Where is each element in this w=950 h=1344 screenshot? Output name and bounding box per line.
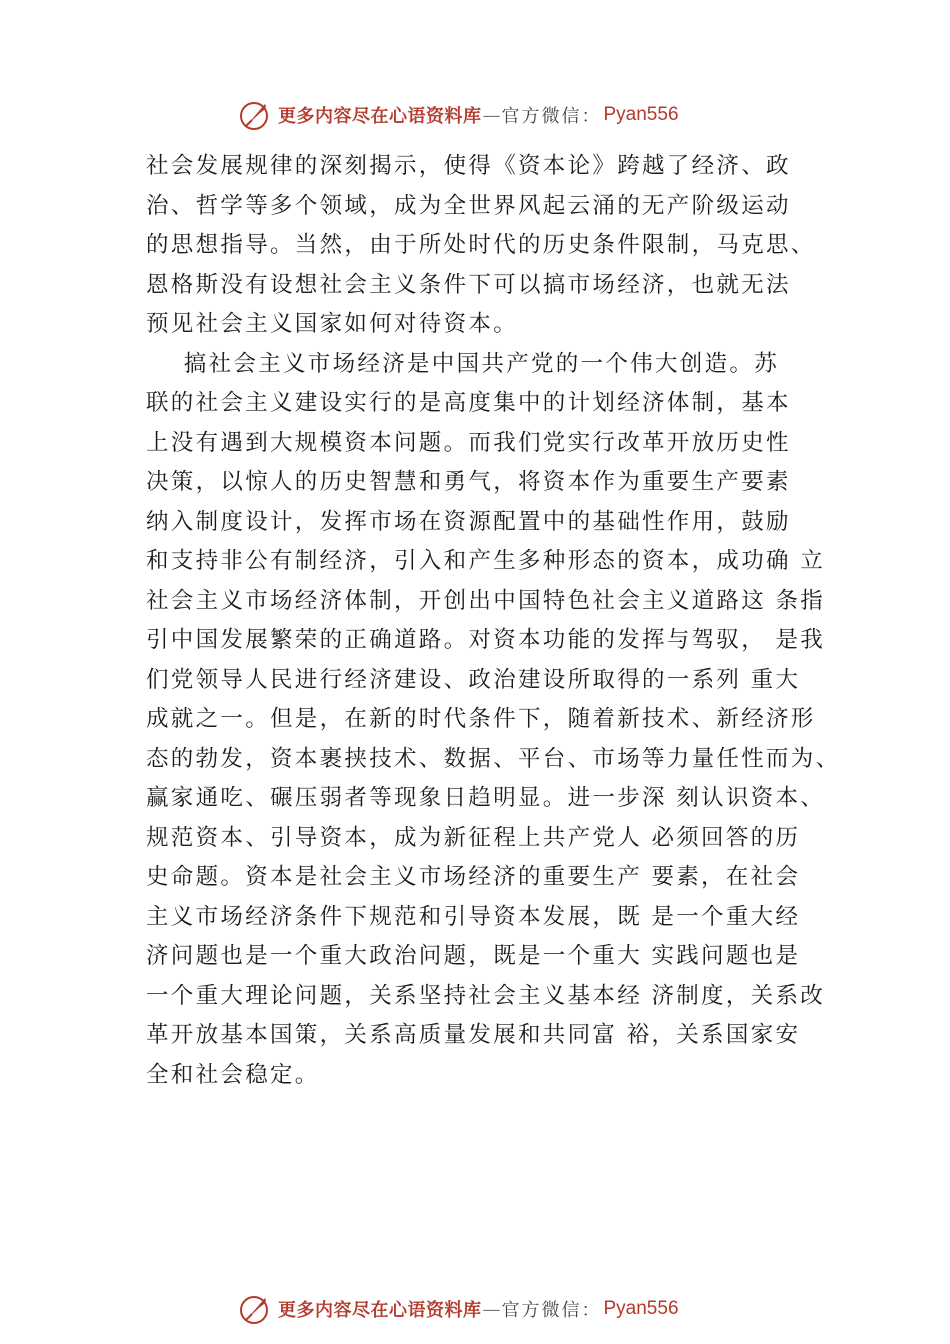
banner-label: 官方微信： bbox=[501, 1300, 602, 1321]
text-line: 济问题也是一个重大政治问题，既是一个重大 实践问题也是 bbox=[146, 943, 801, 969]
banner-wechat-id: Pyan556 bbox=[603, 104, 679, 125]
text-line: 史命题。资本是社会主义市场经济的重要生产 要素，在社会 bbox=[146, 864, 801, 890]
banner-wechat-id: Pyan556 bbox=[603, 1298, 679, 1319]
text-line: 成就之一。但是，在新的时代条件下，随着新技术、新经济形 bbox=[146, 706, 816, 732]
text-line: 社会发展规律的深刻揭示，使得《资本论》跨越了经济、政 bbox=[146, 153, 791, 179]
text-line: 恩格斯没有设想社会主义条件下可以搞市场经济，也就无法 bbox=[146, 271, 791, 298]
quill-circle-icon bbox=[238, 98, 272, 132]
banner-label: 官方微信： bbox=[501, 106, 602, 127]
text-line: 决策，以惊人的历史智慧和勇气，将资本作为重要生产要素 bbox=[146, 469, 791, 495]
text-line: 社会主义市场经济体制，开创出中国特色社会主义道路这 条指 bbox=[146, 587, 826, 614]
text-line: 和支持非公有制经济，引入和产生多种形态的资本，成功确 立 bbox=[146, 548, 826, 574]
text-line: 态的勃发，资本裹挟技术、数据、平台、市场等力量任性而为、 bbox=[146, 745, 841, 772]
banner-title: 更多内容尽在心语资料库 bbox=[278, 1300, 482, 1321]
text-line: 革开放基本国策，关系高质量发展和共同富 裕，关系国家安 bbox=[146, 1022, 801, 1048]
text-line: 纳入制度设计，发挥市场在资源配置中的基础性作用，鼓励 bbox=[146, 508, 791, 535]
text-line: 的思想指导。当然，由于所处时代的历史条件限制，马克思、 bbox=[146, 232, 816, 258]
footer-banner bbox=[238, 1292, 738, 1326]
text-line: 全和社会稳定。 bbox=[146, 1061, 320, 1088]
text-line: 一个重大理论问题，关系坚持社会主义基本经 济制度，关系改 bbox=[146, 982, 826, 1009]
text-line: 主义市场经济条件下规范和引导资本发展，既 是一个重大经 bbox=[146, 903, 801, 930]
banner-separator: — bbox=[482, 1298, 501, 1320]
text-line: 联的社会主义建设实行的是高度集中的计划经济体制，基本 bbox=[146, 390, 791, 416]
text-line: 引中国发展繁荣的正确道路。对资本功能的发挥与驾驭， 是我 bbox=[146, 627, 826, 653]
text-line: 们党领导人民进行经济建设、政治建设所取得的一系列 重大 bbox=[146, 666, 801, 693]
document-body bbox=[146, 147, 846, 1095]
text-line: 规范资本、引导资本，成为新征程上共产党人 必须回答的历 bbox=[146, 824, 801, 851]
text-line: 预见社会主义国家如何对待资本。 bbox=[146, 311, 519, 337]
text-line: 治、哲学等多个领域，成为全世界风起云涌的无产阶级运动 bbox=[146, 192, 791, 219]
quill-circle-icon bbox=[238, 1292, 272, 1326]
banner-separator: — bbox=[482, 104, 501, 126]
text-line: 上没有遇到大规模资本问题。而我们党实行改革开放历史性 bbox=[146, 429, 791, 456]
banner-title: 更多内容尽在心语资料库 bbox=[278, 106, 482, 127]
text-line: 赢家通吃、碾压弱者等现象日趋明显。进一步深 刻认识资本、 bbox=[146, 785, 826, 811]
header-banner bbox=[238, 98, 738, 132]
text-line: 搞社会主义市场经济是中国共产党的一个伟大创造。苏 bbox=[146, 350, 780, 377]
